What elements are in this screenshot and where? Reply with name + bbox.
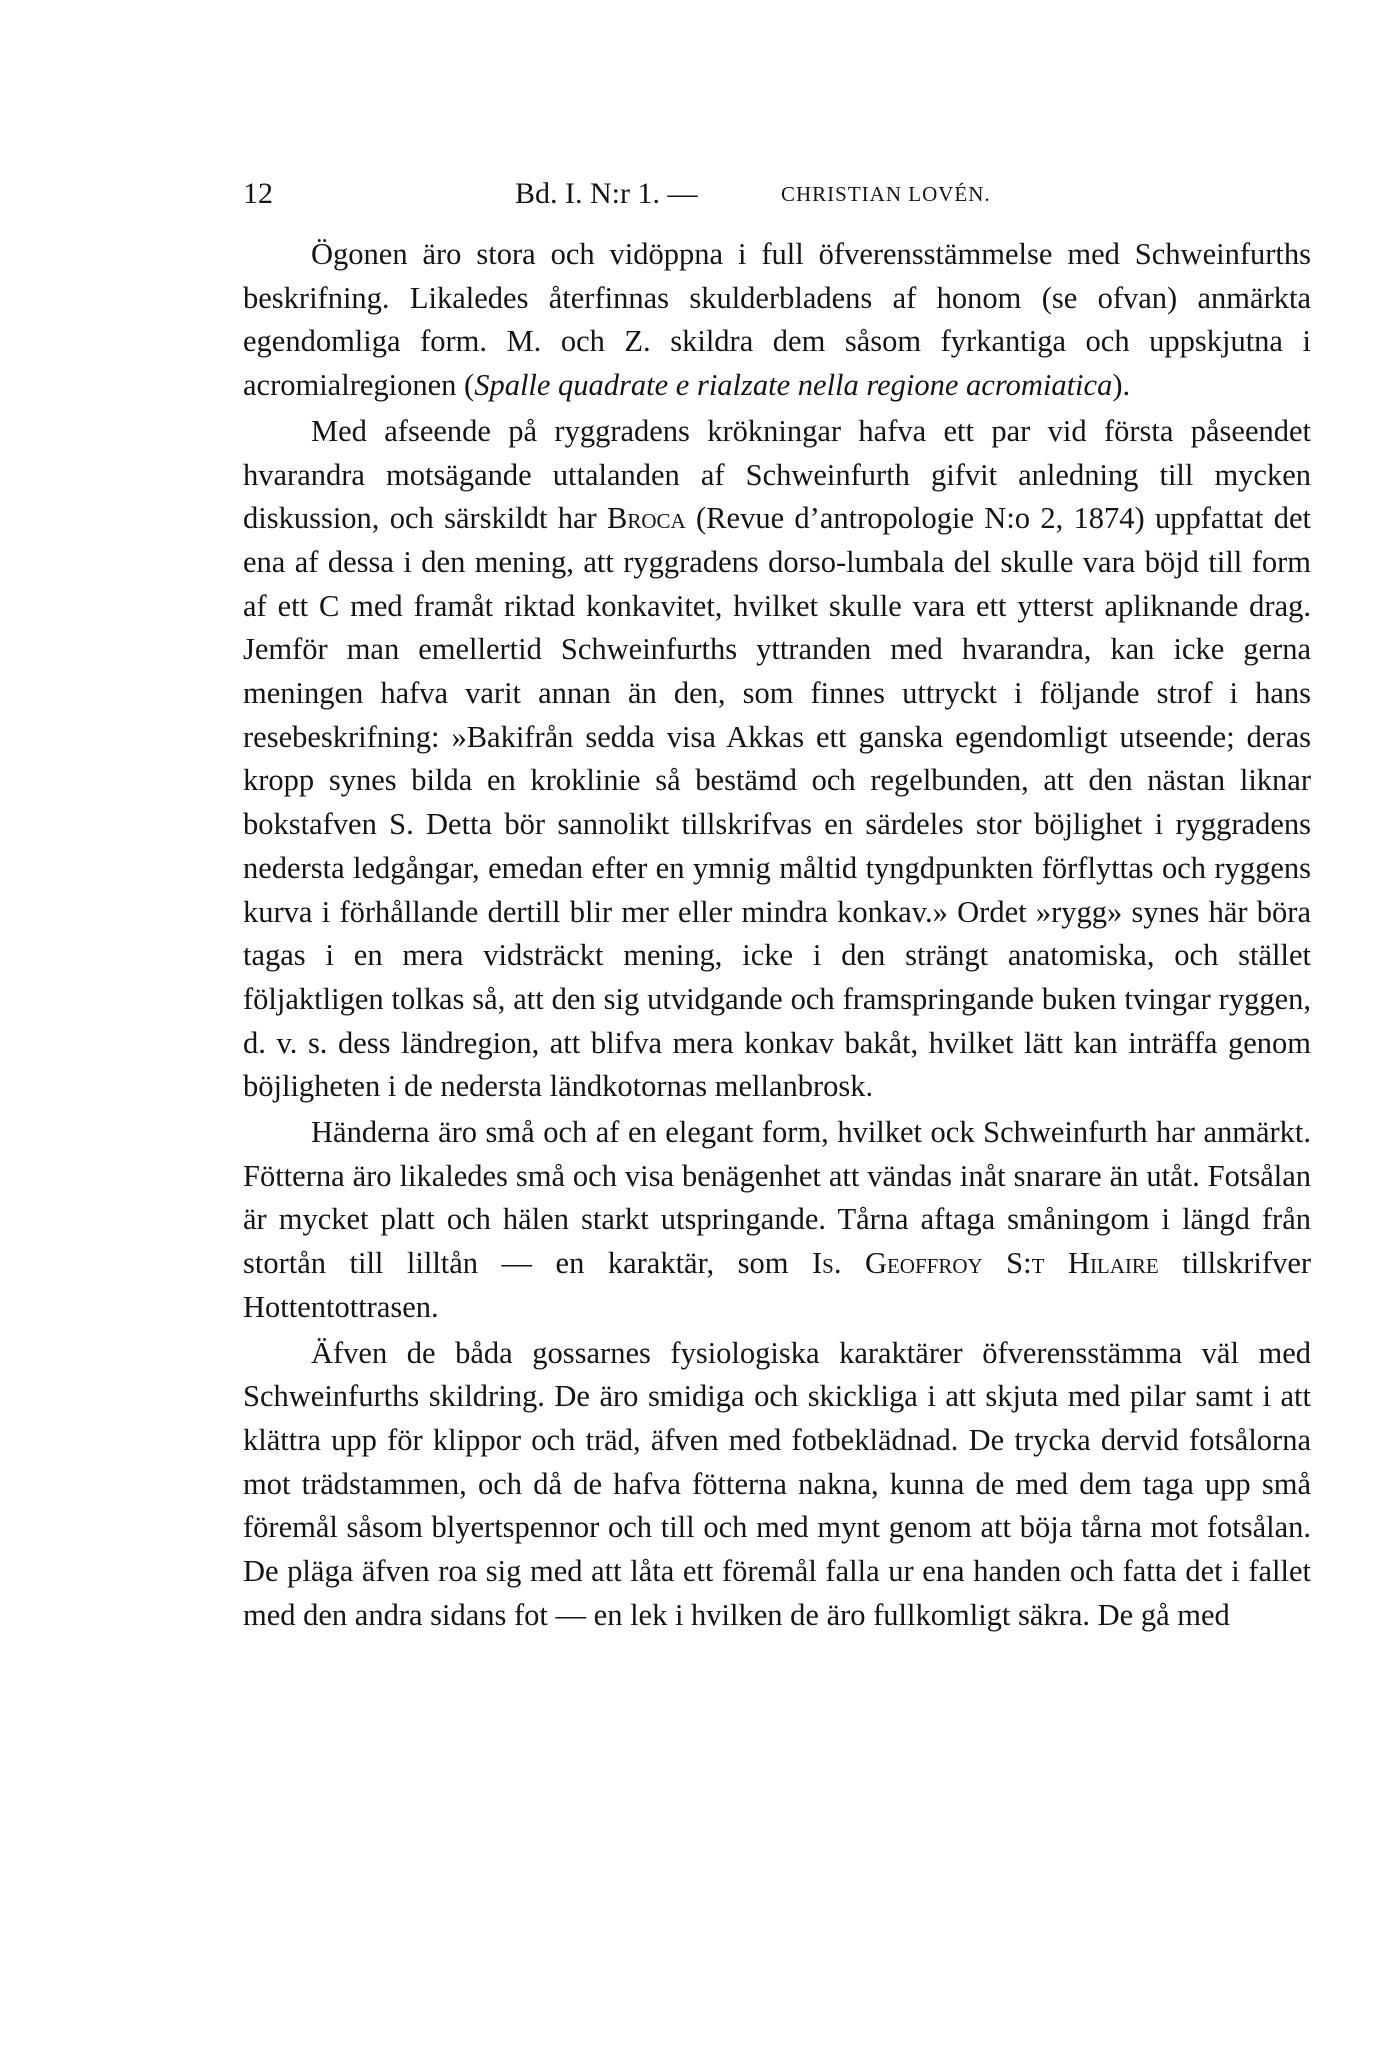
text-run: (Revue d’antropologie N:o 2, 1874) uppfattat det ena af dessa i den mening, att ryggradens dorso-lumbala del skulle vara böjd till form af ett C med framåt riktad konkavitet, hvilket skulle vara ett ytterst apliknande drag. Jemför man emellertid Schweinfurths yttranden med hvarandra, kan icke gerna meningen hafva varit annan än den, som finnes uttryckt i följande strof i hans resebeskrifning: »Bakifrån sedda visa Akkas ett ganska egendomligt utseende; deras kropp synes bilda en kroklinie så bestämd och regelbunden, att den nästan liknar bokstafven S. Detta bör sannolikt tillskrifvas en särdeles stor böjlighet i ryggradens nedersta ledgångar, emedan efter en ymnig måltid tyngdpunkten förflyttas och ryggens kurva i förhållande dertill blir mer eller mindra konkav.» Ordet »rygg» synes här böra tagas i en mera vidsträckt mening, icke i den strängt anatomiska, och stället följaktligen tolkas så, att den sig utvidgande och framspringande buken tvingar ryggen, d. v. s. dess ländregion, att blifva mera konkav bakåt, hvilket lätt kan inträffa genom böjligheten i de nedersta ländkotornas mellanbrosk.: [243, 501, 1311, 1104]
italic-quote: Spalle quadrate e rialzate nella regione acromiatica: [474, 368, 1113, 403]
text-run: ).: [1112, 368, 1131, 403]
page-number: 12: [243, 177, 273, 210]
running-header: [243, 172, 1311, 216]
author-reference: Is. Geoffroy S:t Hilaire: [811, 1246, 1159, 1281]
paragraph-spine: [243, 410, 1311, 1109]
text-run: Händerna äro små och af en elegant form, hvilket ock Schweinfurth har anmärkt. Fötterna äro likaledes små och visa benägenhet att vändas inåt snarare än utåt. Fotsålan är mycket platt och hälen starkt utspringande. Tårna aftaga småningom i längd från stortån till lilltån — en karaktär, som: [243, 1115, 1311, 1281]
body-text: [243, 233, 1311, 1638]
text-run: Med afseende på ryggradens krökningar hafva ett par vid första påseendet hvarandra motsägande uttalanden af Schweinfurth gifvit anledning till mycken diskussion, och särskildt har: [243, 413, 1311, 536]
paragraph-hands-feet: [243, 1111, 1311, 1330]
text-run: Ögonen äro stora och vidöppna i full öfverensstämmelse med Schweinfurths beskrifning. Likaledes återfinnas skulderbladens af honom (se ofvan) anmärkta egendomliga form. M. och Z. skildra dem såsom fyrkantiga och uppskjutna i acromialregionen (: [243, 237, 1311, 403]
paragraph-physiology: [243, 1332, 1311, 1638]
paragraph-eyes: [243, 233, 1311, 408]
author-reference: Broca: [607, 501, 686, 536]
volume-number: Bd. I. N:r 1. —: [515, 177, 698, 210]
text-run: tillskrifver Hottentottrasen.: [243, 1246, 1312, 1324]
author-name: CHRISTIAN LOVÉN.: [781, 182, 991, 206]
text-run: Äfven de båda gossarnes fysiologiska karaktärer öfverensstämma väl med Schweinfurths skildring. De äro smidiga och skickliga i att skjuta med pilar samt i att klättra upp för klippor och träd, äfven med fotbeklädnad. De trycka dervid fotsålorna mot trädstammen, och då de hafva fötterna nakna, kunna de med dem taga upp små föremål såsom blyertspennor och till och med mynt genom att böja tårna mot fotsålan. De pläga äfven roa sig med att låta ett föremål falla ur ena handen och fatta det i fallet med den andra sidans fot — en lek i hvilken de äro fullkomligt säkra. De gå med: [243, 1335, 1311, 1632]
